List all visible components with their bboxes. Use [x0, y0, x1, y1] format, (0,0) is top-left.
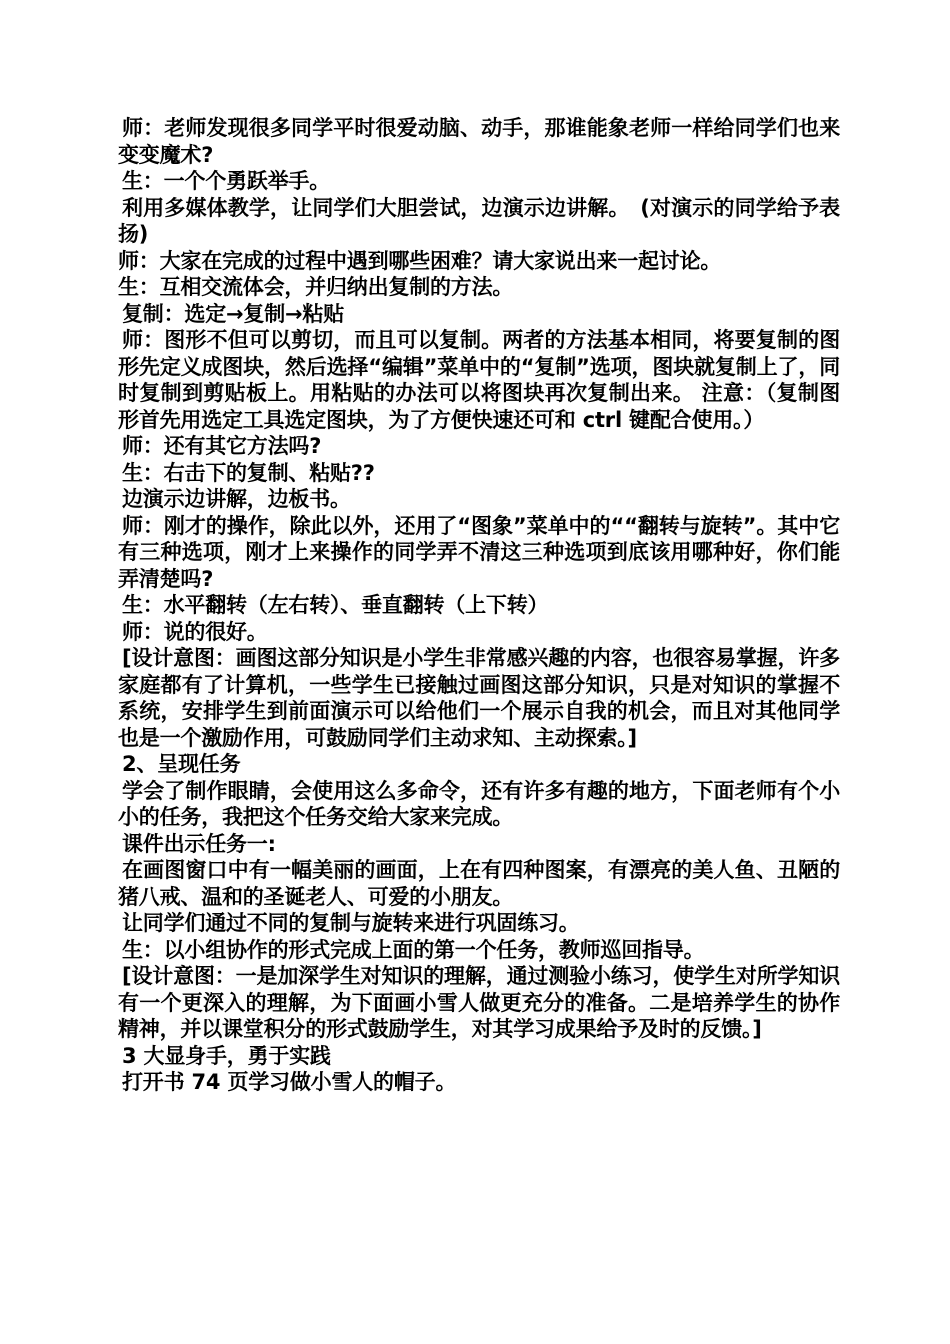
- document-page: [118, 115, 840, 1096]
- section-heading: 3 大显身手，勇于实践: [122, 1043, 331, 1068]
- paragraph: 师：老师发现很多同学平时很爱动脑、动手，那谁能象老师一样给同学们也来变变魔术?: [118, 116, 840, 167]
- paragraph: 打开书 74 页学习做小雪人的帽子。: [122, 1070, 457, 1094]
- section-heading: 2、呈现任务: [122, 752, 241, 776]
- paragraph: 师：图形不但可以剪切，而且可以复制。两者的方法基本相同，将要复制的图形先定义成图块，然后选择“编辑”菜单中的“复制”选项，图块就复制上了，同时复制到剪贴板上。用粘贴的办法可以将图块再次复制出来。 注意：（复制图形首先用选定工具选定图块，为了方便快速还可和 ctrl 键配合使用。）: [118, 328, 840, 432]
- paragraph: 生：右击下的复制、粘贴??: [122, 460, 375, 485]
- paragraph: 让同学们通过不同的复制与旋转来进行巩固练习。: [122, 911, 580, 935]
- paragraph: 生：以小组协作的形式完成上面的第一个任务，教师巡回指导。: [122, 937, 705, 962]
- paragraph: 课件出示任务一:: [122, 831, 276, 856]
- paragraph: 利用多媒体教学，让同学们大胆尝试，边演示边讲解。 (对演示的同学给予表扬): [118, 195, 840, 246]
- paragraph: 师：刚才的操作，除此以外，还用了“图象”菜单中的““翻转与旋转”。其中它有三种选项，刚才上来操作的同学弄不清这三种选项到底该用哪种好，你们能弄清楚吗?: [118, 513, 840, 591]
- paragraph: 边演示边讲解，边板书。: [122, 487, 351, 511]
- design-intent-note: [设计意图：画图这部分知识是小学生非常感兴趣的内容，也很容易掌握，许多家庭都有了计算机，一些学生已接触过画图这部分知识，只是对知识的掌握不系统，安排学生到前面演示可以给他们一个展示自我的机会，而且对其他同学也是一个激励作用，可鼓励同学们主动求知、主动探索。]: [118, 646, 840, 750]
- paragraph: 在画图窗口中有一幅美丽的画面，上在有四种图案，有漂亮的美人鱼、丑陋的猪八戒、温和的圣诞老人、可爱的小朋友。: [118, 858, 840, 909]
- paragraph: 生：水平翻转（左右转）、垂直翻转（上下转）: [122, 593, 549, 617]
- paragraph: 生：一个个勇跃举手。: [122, 169, 330, 193]
- paragraph: 生：互相交流体会，并归纳出复制的方法。: [118, 275, 514, 299]
- paragraph: 师：说的很好。: [122, 619, 268, 644]
- design-intent-note: [设计意图：一是加深学生对知识的理解，通过测验小练习，使学生对所学知识有一个更深入的理解，为下面画小雪人做更充分的准备。二是培养学生的协作精神，并以课堂积分的形式鼓励学生，对其学习成果给予及时的反馈。]: [118, 964, 840, 1041]
- paragraph: 复制：选定→复制→粘贴: [122, 301, 344, 326]
- paragraph: 师：大家在完成的过程中遇到哪些困难？请大家说出来一起讨论。: [118, 248, 722, 273]
- paragraph: 师：还有其它方法吗?: [122, 434, 322, 458]
- paragraph: 学会了制作眼睛，会使用这么多命令，还有许多有趣的地方，下面老师有个小小的任务，我把这个任务交给大家来完成。: [118, 778, 840, 829]
